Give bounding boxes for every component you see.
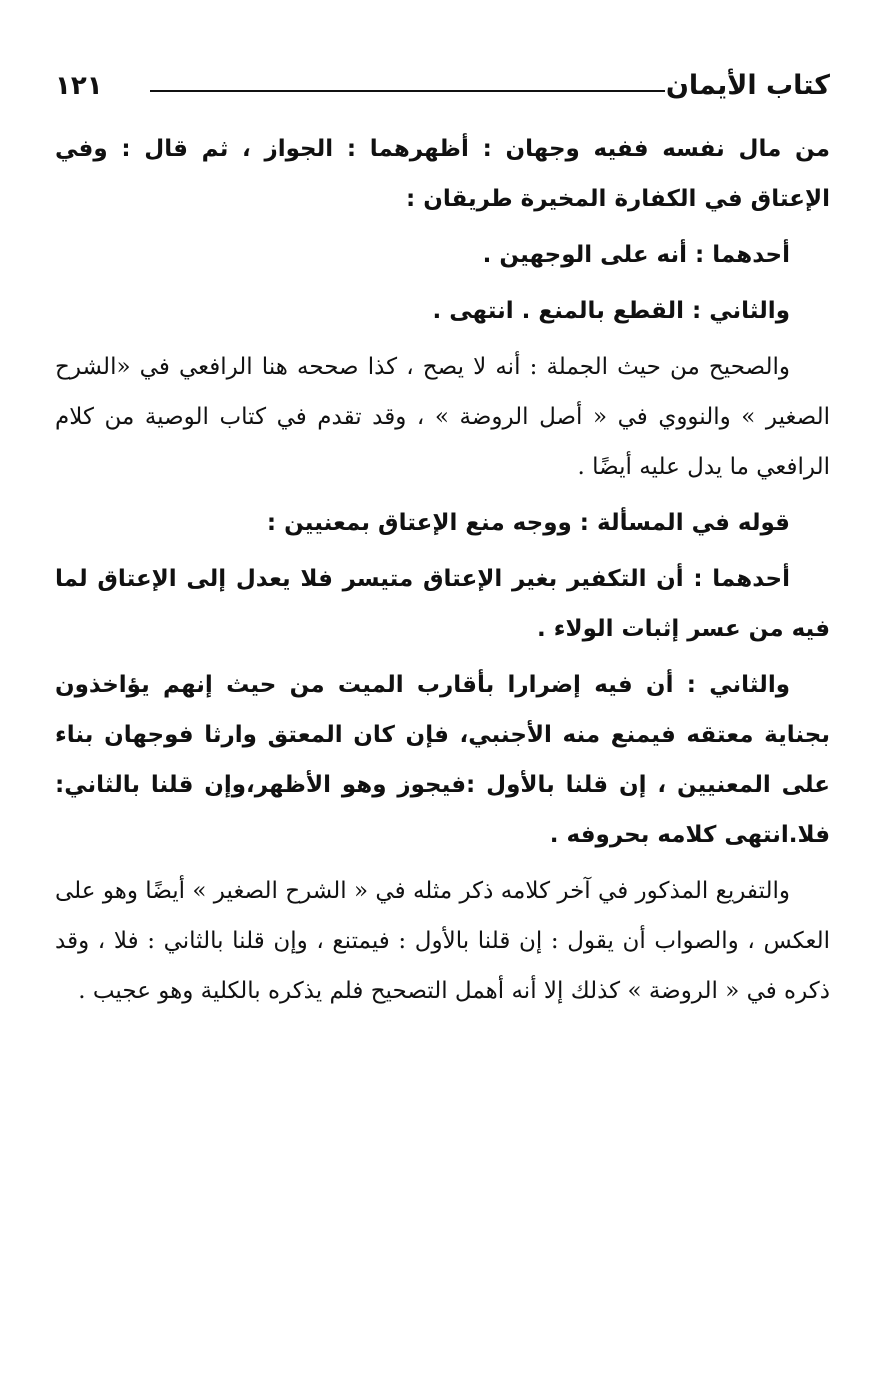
header-rule xyxy=(150,90,665,92)
page-body xyxy=(55,124,830,1022)
running-title: كتاب الأيمان xyxy=(665,70,830,101)
paragraph-3: والثاني : القطع بالمنع . انتهى . xyxy=(432,298,790,324)
page-number: ١٢١ xyxy=(55,71,103,101)
page-header xyxy=(55,62,830,112)
paragraph-1: من مال نفسه ففيه وجهان : أظهرهما : الجواز ، ثم قال : وفي الإعتاق في الكفارة المخيرة طريقان : xyxy=(55,136,830,212)
paragraph-4: والصحيح من حيث الجملة : أنه لا يصح ، كذا صححه هنا الرافعي في «الشرح الصغير » والنووي في « أصل الروضة » ، وقد تقدم في كتاب الوصية من كلام الرافعي ما يدل عليه أيضًا . xyxy=(55,354,830,480)
paragraph-7: والثاني : أن فيه إضرارا بأقارب الميت من حيث إنهم يؤاخذون بجناية معتقه فيمنع منه الأجنبي، فإن كان المعتق وارثا فوجهان بناء على المعنيين ، إن قلنا بالأول :فيجوز وهو الأظهر،وإن قلنا بالثاني: فلا.انتهى كلامه بحروفه . xyxy=(55,672,830,848)
paragraph-2: أحدهما : أنه على الوجهين . xyxy=(482,242,790,268)
paragraph-6: أحدهما : أن التكفير بغير الإعتاق متيسر فلا يعدل إلى الإعتاق لما فيه من عسر إثبات الولاء . xyxy=(55,566,830,642)
paragraph-8: والتفريع المذكور في آخر كلامه ذكر مثله في « الشرح الصغير » أيضًا وهو على العكس ، والصواب أن يقول : إن قلنا بالأول : فيمتنع ، وإن قلنا بالثاني : فلا ، وقد ذكره في « الروضة » كذلك إلا أنه أهمل التصحيح فلم يذكره بالكلية وهو عجيب . xyxy=(55,878,830,1004)
paragraph-5: قوله في المسألة : ووجه منع الإعتاق بمعنيين : xyxy=(266,510,790,536)
